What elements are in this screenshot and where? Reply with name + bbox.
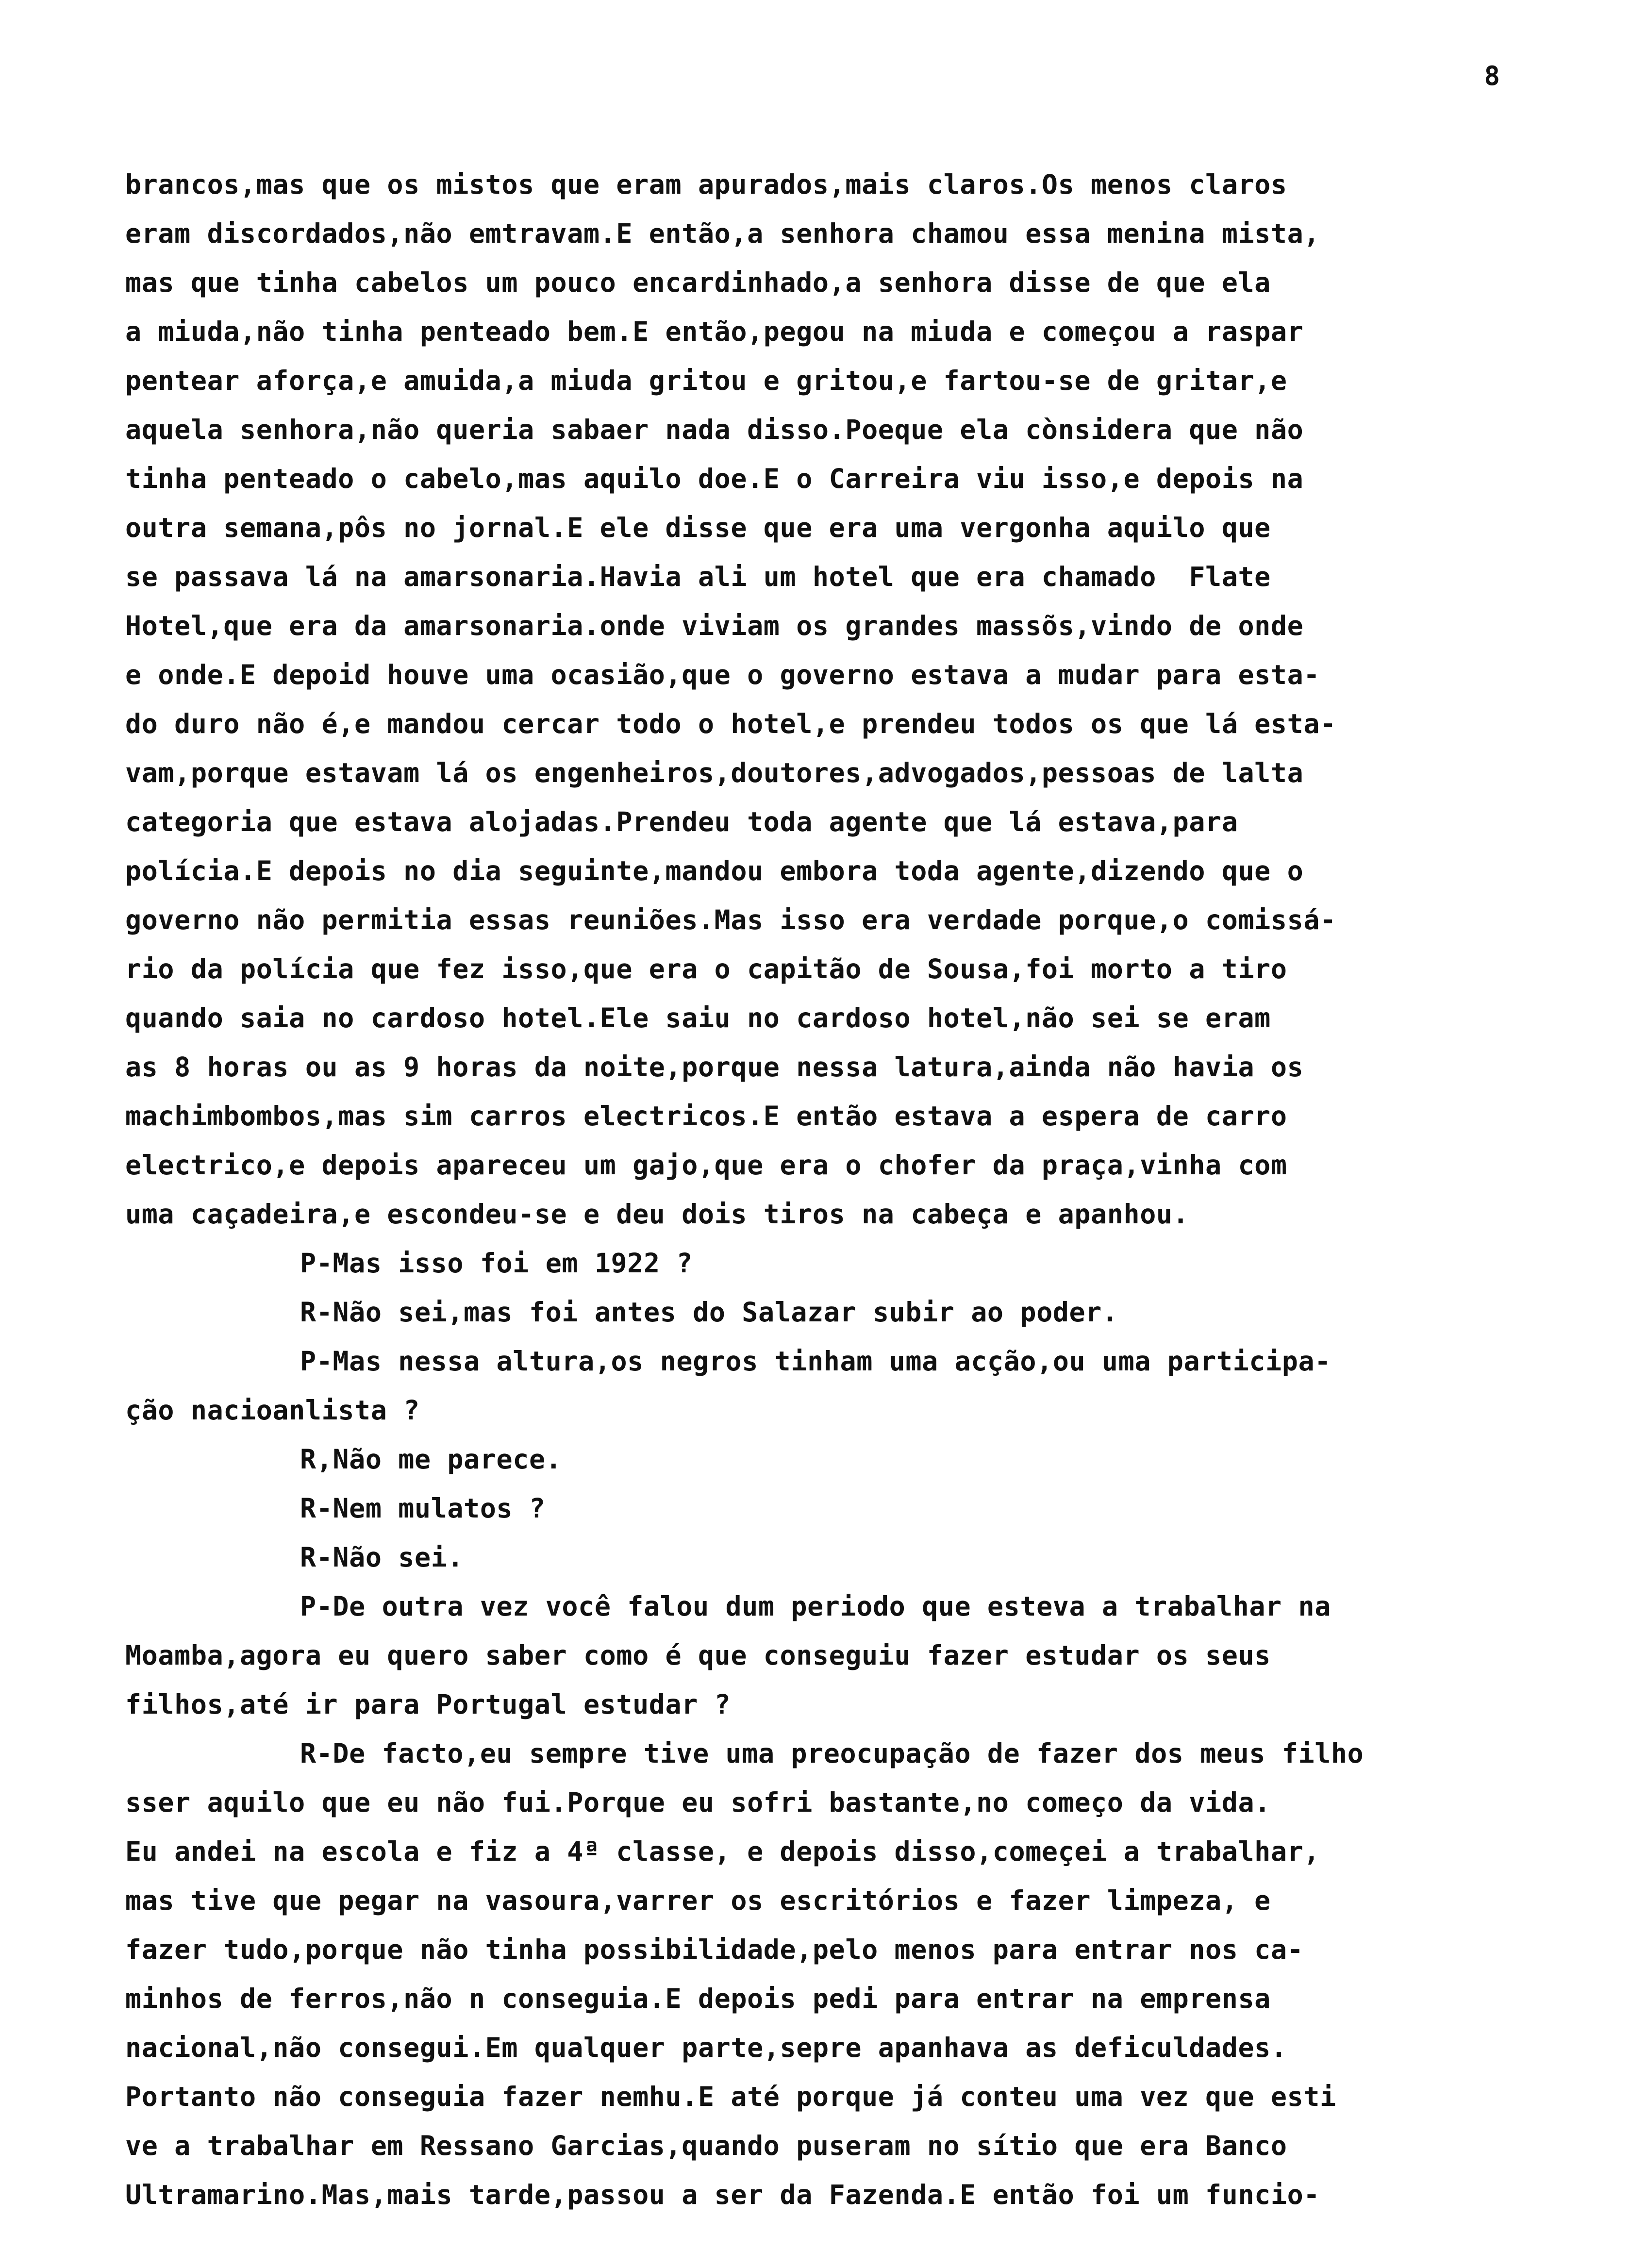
text-line: outra semana,pôs no jornal.E ele disse que era uma vergonha aquilo que (125, 512, 1271, 543)
text-line: Moamba,agora eu quero saber como é que conseguiu fazer estudar os seus (125, 1640, 1271, 1671)
text-line: fazer tudo,porque não tinha possibilidade,pelo menos para entrar nos ca- (125, 1934, 1304, 1965)
text-line: sser aquilo que eu não fui.Porque eu sofri bastante,no começo da vida. (125, 1787, 1271, 1818)
text-line: pentear aforça,e amuida,a miuda gritou e gritou,e fartou-se de gritar,e (125, 365, 1287, 396)
text-line: se passava lá na amarsonaria.Havia ali um hotel que era chamado Flate (125, 561, 1271, 592)
text-line: ção nacioanlista ? (125, 1395, 420, 1426)
text-line: R-De facto,eu sempre tive uma preocupação de fazer dos meus filho (300, 1738, 1364, 1769)
text-line: e onde.E depoid houve uma ocasião,que o governo estava a mudar para esta- (125, 659, 1320, 690)
text-line: rio da polícia que fez isso,que era o capitão de Sousa,foi morto a tiro (125, 953, 1287, 984)
text-line: brancos,mas que os mistos que eram apurados,mais claros.Os menos claros (125, 169, 1287, 200)
text-line: quando saia no cardoso hotel.Ele saiu no cardoso hotel,não sei se eram (125, 1002, 1271, 1034)
text-line: mas que tinha cabelos um pouco encardinhado,a senhora disse de que ela (125, 267, 1271, 298)
text-line: as 8 horas ou as 9 horas da noite,porque nessa latura,ainda não havia os (125, 1051, 1304, 1083)
text-line: P-Mas isso foi em 1922 ? (300, 1248, 693, 1279)
text-line: R-Nem mulatos ? (300, 1493, 546, 1524)
text-line: nacional,não consegui.Em qualquer parte,sepre apanhava as deficuldades. (125, 2032, 1287, 2063)
text-line: aquela senhora,não queria sabaer nada disso.Poeque ela cònsidera que não (125, 414, 1304, 445)
text-line: governo não permitia essas reuniões.Mas isso era verdade porque,o comissá- (125, 904, 1336, 935)
text-line: Eu andei na escola e fiz a 4ª classe, e depois disso,começei a trabalhar, (125, 1836, 1320, 1867)
text-line: filhos,até ir para Portugal estudar ? (125, 1689, 731, 1720)
text-line: ve a trabalhar em Ressano Garcias,quando puseram no sítio que era Banco (125, 2130, 1287, 2161)
text-line: a miuda,não tinha penteado bem.E então,pegou na miuda e começou a raspar (125, 316, 1304, 347)
text-line: P-De outra vez você falou dum periodo que esteva a trabalhar na (300, 1591, 1331, 1622)
text-line: Hotel,que era da amarsonaria.onde viviam os grandes massõs,vindo de onde (125, 610, 1304, 641)
text-line: machimbombos,mas sim carros electricos.E então estava a espera de carro (125, 1101, 1287, 1132)
text-line: polícia.E depois no dia seguinte,mandou embora toda agente,dizendo que o (125, 855, 1304, 886)
text-line: electrico,e depois apareceu um gajo,que era o chofer da praça,vinha com (125, 1150, 1287, 1181)
text-line: R,Não me parece. (300, 1444, 562, 1475)
text-line: P-Mas nessa altura,os negros tinham uma acção,ou uma participa- (300, 1346, 1331, 1377)
text-line: categoria que estava alojadas.Prendeu toda agente que lá estava,para (125, 806, 1238, 837)
text-line: minhos de ferros,não n conseguia.E depois pedi para entrar na emprensa (125, 1983, 1271, 2014)
text-line: uma caçadeira,e escondeu-se e deu dois tiros na cabeça e apanhou. (125, 1199, 1189, 1230)
text-line: eram discordados,não emtravam.E então,a senhora chamou essa menina mista, (125, 218, 1320, 249)
text-line: do duro não é,e mandou cercar todo o hotel,e prendeu todos os que lá esta- (125, 708, 1336, 739)
text-line: Portanto não conseguia fazer nemhu.E até porque já conteu uma vez que esti (125, 2081, 1336, 2112)
text-line: vam,porque estavam lá os engenheiros,doutores,advogados,pessoas de lalta (125, 757, 1304, 788)
text-line: R-Não sei. (300, 1542, 464, 1573)
text-line: tinha penteado o cabelo,mas aquilo doe.E o Carreira viu isso,e depois na (125, 463, 1304, 494)
page-number: 8 (1484, 61, 1500, 91)
text-line: Ultramarino.Mas,mais tarde,passou a ser da Fazenda.E então foi um funcio- (125, 2179, 1320, 2210)
text-line: mas tive que pegar na vasoura,varrer os escritórios e fazer limpeza, e (125, 1885, 1271, 1916)
transcript-body (125, 160, 1581, 2219)
text-line: R-Não sei,mas foi antes do Salazar subir ao poder. (300, 1297, 1118, 1328)
